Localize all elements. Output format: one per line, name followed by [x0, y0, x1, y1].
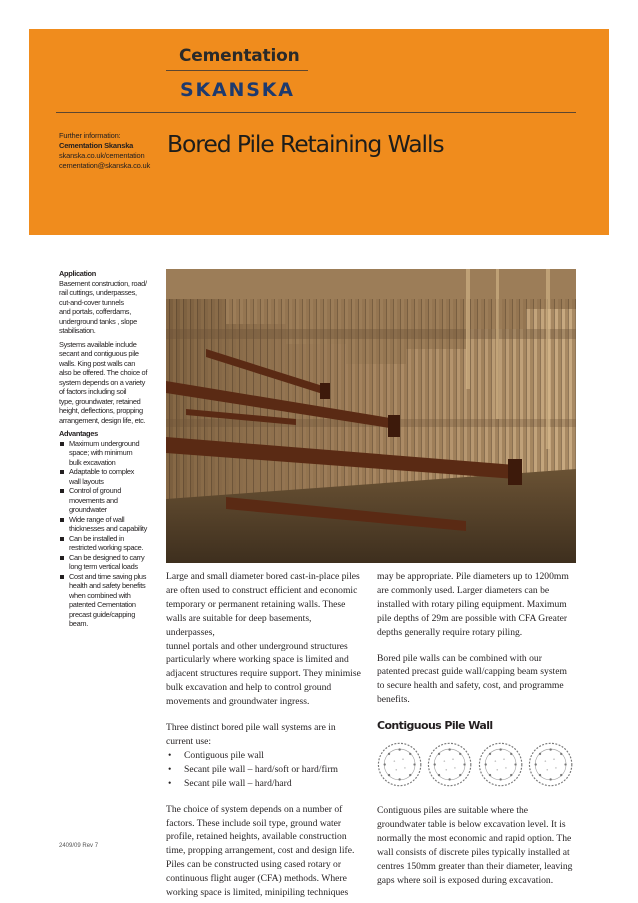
contact-web-link[interactable]: skanska.co.uk/cementation: [59, 151, 145, 160]
cementation-logo: Cementation: [179, 46, 300, 66]
contact-block: [59, 131, 150, 171]
advantage-item: Wide range of wall thicknesses and capability: [59, 515, 155, 534]
logo-divider: [166, 70, 308, 71]
systems-intro: Three distinct bored pile wall systems are in current use:: [166, 722, 336, 747]
diameters-paragraph: may be appropriate. Pile diameters up to 1200mm are commonly used. Larger diameters can be installed with rotary piling equipment. Maximum pile depths of 29m are possible with CFA Greater depths generally require rotary piling.: [377, 571, 569, 638]
contiguous-paragraph: Contiguous piles are suitable where the groundwater table is below excavation level. It is normally the most economic and rapid option. The wall consists of discrete piles typically installed at centres 150mm greater than their diameter, leaving gaps where soil is exposed during excavation.: [377, 805, 573, 886]
contact-email-link[interactable]: cementation@skanska.co.uk: [59, 161, 150, 170]
pile-diagram-row: [377, 741, 573, 788]
header-rule: [56, 112, 576, 113]
advantages-heading: Advantages: [59, 429, 98, 438]
system-item: • Secant pile wall – hard/hard: [166, 777, 362, 791]
pile-section-diagram: [528, 741, 573, 788]
advantage-item: Maximum underground space; with minimum bulk excavation: [59, 439, 155, 468]
advantage-item: Can be designed to carry long term vertical loads: [59, 553, 155, 572]
application-text: Basement construction, road/ rail cuttings, underpasses, cut-and-cover tunnels and portals, cofferdams, underground tanks , slope stabilisation.: [59, 278, 147, 335]
page-title: Bored Pile Retaining Walls: [167, 130, 444, 158]
pile-section-diagram: [427, 741, 472, 788]
choice-paragraph: The choice of system depends on a number of factors. These include soil type, ground water profile, retained heights, available construction time, propping arrangement, cost and design life. Piles can be constructed using cased rotary or continuous flight auger (CFA) methods. Where working space is limited, minipiling techniques: [166, 803, 355, 899]
pile-section-diagram: [377, 741, 422, 788]
body-column-left: [166, 570, 362, 903]
advantage-item: Can be installed in restricted working space.: [59, 534, 155, 553]
pile-section-diagram: [478, 741, 523, 788]
system-item: • Secant pile wall – hard/soft or hard/firm: [166, 763, 362, 777]
application-heading: Application: [59, 269, 96, 278]
systems-text: Systems available include secant and contiguous pile walls. King post walls can also be offered. The choice of system depends on a variety of factors including soil type, groundwater, retained height, deflections, propping arrangement, design life, etc.: [59, 339, 148, 425]
advantage-item: Adaptable to complex wall layouts: [59, 467, 155, 486]
contact-heading: Further information:: [59, 131, 121, 140]
excavation-photo: [166, 269, 576, 563]
body-column-right: [377, 570, 573, 900]
advantage-item: Cost and time saving plus health and safety benefits when combined with patented Cementation precast guide/capping beam.: [59, 572, 155, 629]
guide-wall-paragraph: Bored pile walls can be combined with our patented precast guide wall/capping beam system to secure health and safety, cost, and programme benefits.: [377, 652, 567, 706]
sidebar: [59, 269, 155, 629]
system-item: • Contiguous pile wall: [166, 749, 362, 763]
contiguous-heading: Contiguous Pile Wall: [377, 719, 493, 733]
skanska-logo: SKANSKA: [180, 79, 295, 101]
document-reference: 2409/09 Rev 7: [59, 843, 99, 849]
intro-paragraph: Large and small diameter bored cast-in-place piles are often used to construct efficient and economic temporary or permanent retaining walls. These walls are suitable for deep basements, underpasses, tunnel portals and other underground structures particularly where working space is limited and adjacent structures require support. They minimise bulk excavation and help to control ground movements and groundwater ingress.: [166, 571, 361, 708]
advantages-list: [59, 439, 155, 629]
contact-company: Cementation Skanska: [59, 141, 134, 150]
systems-list: [166, 749, 362, 791]
advantage-item: Control of ground movements and groundwater: [59, 486, 155, 515]
